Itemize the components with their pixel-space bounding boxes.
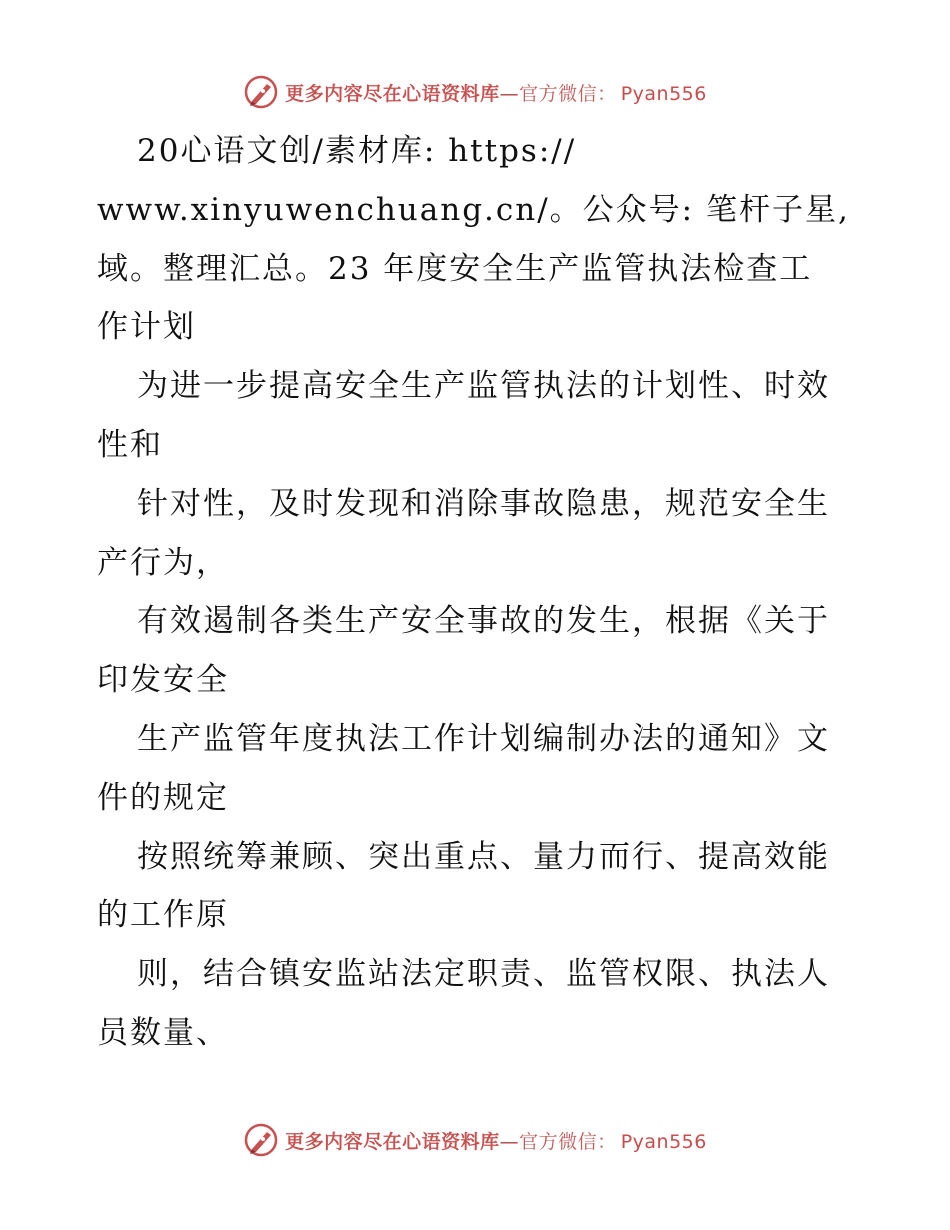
text-line: 为进一步提高安全生产监管执法的计划性、时效 — [137, 368, 830, 405]
pen-logo-icon — [243, 74, 279, 110]
text-line: 针对性，及时发现和消除事故隐患，规范安全生 — [137, 485, 830, 522]
text-line: 产行为， — [97, 544, 229, 581]
text-line: 按照统筹兼顾、突出重点、量力而行、提高效能 — [137, 838, 830, 875]
watermark-text — [285, 1127, 707, 1154]
watermark-dash: — — [499, 1130, 520, 1153]
document-body — [97, 122, 857, 1063]
text-line: 域。整理汇总。23 年度安全生产监管执法检查工 — [97, 250, 813, 287]
watermark-sub: 官方微信： — [519, 82, 617, 105]
text-line: 作计划 — [97, 309, 196, 346]
watermark-main: 更多内容尽在心语资料库 — [285, 82, 500, 105]
watermark-dash: — — [499, 82, 520, 105]
text-line: 有效遏制各类生产安全事故的发生，根据《关于 — [137, 603, 830, 640]
text-line: 则，结合镇安监站法定职责、监管权限、执法人 — [137, 956, 830, 993]
text-line: 印发安全 — [97, 662, 229, 699]
watermark-id: Pyan556 — [620, 1130, 707, 1153]
watermark-text — [285, 79, 707, 106]
pen-logo-icon — [243, 1122, 279, 1158]
footer-watermark — [0, 1120, 950, 1160]
watermark-main: 更多内容尽在心语资料库 — [285, 1130, 500, 1153]
text-line: www.xinyuwenchuang.cn/。公众号: 笔杆子星, — [97, 191, 850, 228]
text-line: 20心语文创/素材库: https:// — [137, 133, 577, 169]
watermark-sub: 官方微信： — [519, 1130, 617, 1153]
text-line: 员数量、 — [97, 1014, 229, 1051]
text-line: 生产监管年度执法工作计划编制办法的通知》文 — [137, 720, 830, 757]
header-watermark — [0, 72, 950, 112]
text-line: 的工作原 — [97, 897, 229, 934]
text-line: 性和 — [97, 426, 163, 463]
watermark-id: Pyan556 — [620, 82, 707, 105]
text-line: 件的规定 — [97, 779, 229, 816]
